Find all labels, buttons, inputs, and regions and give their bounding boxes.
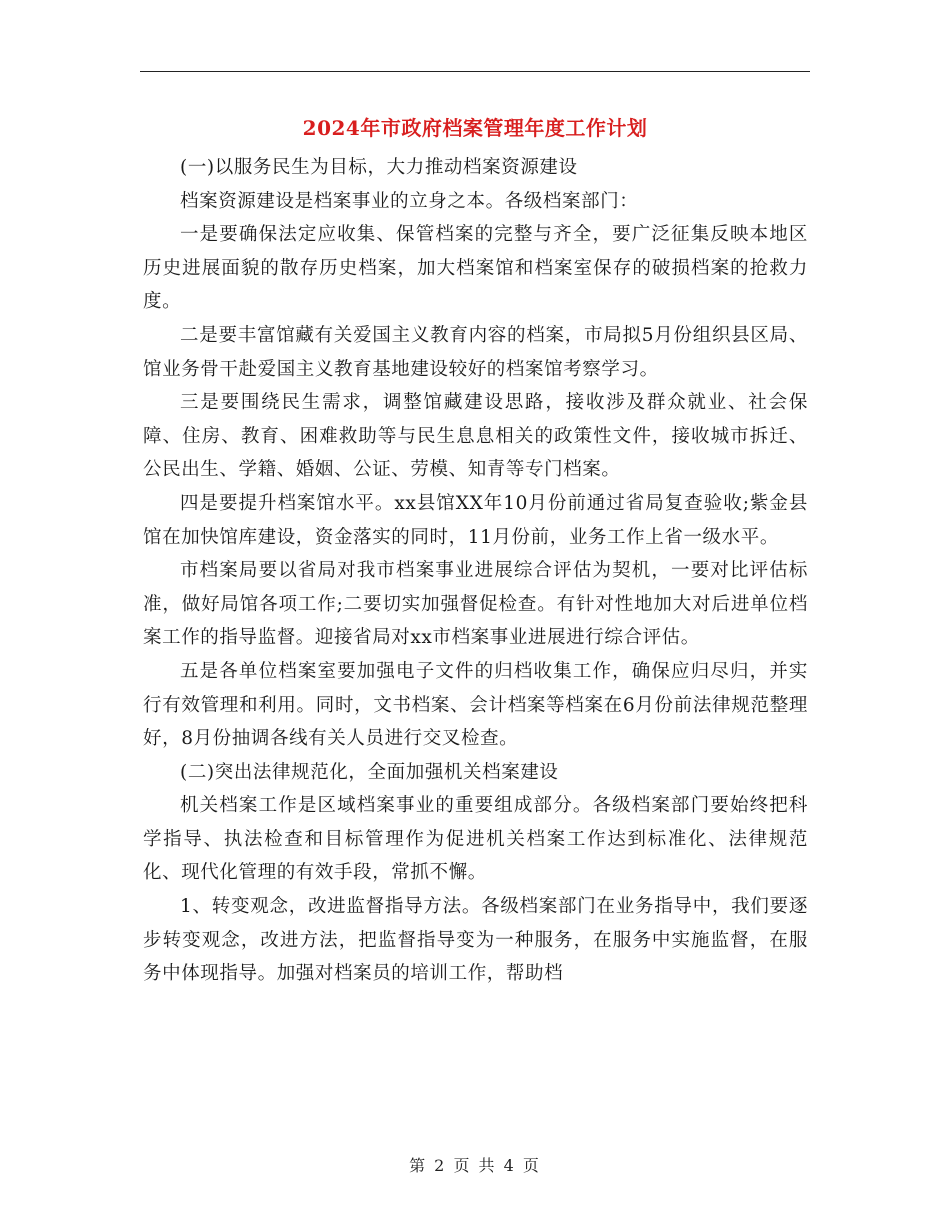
body-paragraph: 机关档案工作是区域档案事业的重要组成部分。各级档案部门要始终把科学指导、执法检查和目标管理作为促进机关档案工作达到标准化、法律规范化、现代化管理的有效手段，常抓不懈。 xyxy=(143,795,808,884)
page-number-footer: 第 2 页 共 4 页 xyxy=(409,1156,541,1175)
body-paragraph: 四是要提升档案馆水平。xx县馆XX年10月份前通过省局复查验收;紫金县馆在加快馆库建设，资金落实的同时，11月份前，业务工作上省一级水平。 xyxy=(143,492,808,548)
body-paragraph: 档案资源建设是档案事业的立身之本。各级档案部门： xyxy=(180,190,639,212)
body-paragraph: 三是要围绕民生需求，调整馆藏建设思路，接收涉及群众就业、社会保障、住房、教育、困难救助等与民生息息相关的政策性文件，接收城市拆迁、公民出生、学籍、婚姻、公证、劳模、知青等专门档案。 xyxy=(143,392,808,481)
body-paragraph: 市档案局要以省局对我市档案事业进展综合评估为契机，一要对比评估标准，做好局馆各项工作;二要切实加强督促检查。有针对性地加大对后进单位档案工作的指导监督。迎接省局对xx市档案事业进展进行综合评估。 xyxy=(143,560,808,649)
document-body xyxy=(143,151,808,991)
document-title: 2024年市政府档案管理年度工作计划 xyxy=(302,116,648,140)
section-heading-2: (二)突出法律规范化，全面加强机关档案建设 xyxy=(180,761,559,783)
section-heading-1: (一)以服务民生为目标，大力推动档案资源建设 xyxy=(180,157,578,178)
body-paragraph: 五是各单位档案室要加强电子文件的归档收集工作，确保应归尽归，并实行有效管理和利用。同时，文书档案、会计档案等档案在6月份前法律规范整理好，8月份抽调各线有关人员进行交叉检查。 xyxy=(143,660,808,750)
body-paragraph: 1、转变观念，改进监督指导方法。各级档案部门在业务指导中，我们要逐步转变观念，改进方法，把监督指导变为一种服务，在服务中实施监督，在服务中体现指导。加强对档案员的培训工作，帮助档 xyxy=(143,896,808,985)
body-paragraph: 二是要丰富馆藏有关爱国主义教育内容的档案，市局拟5月份组织县区局、馆业务骨干赴爱国主义教育基地建设较好的档案馆考察学习。 xyxy=(143,324,808,380)
header-rule xyxy=(140,71,810,72)
body-paragraph: 一是要确保法定应收集、保管档案的完整与齐全，要广泛征集反映本地区历史进展面貌的散存历史档案，加大档案馆和档案室保存的破损档案的抢救力度。 xyxy=(143,224,808,313)
